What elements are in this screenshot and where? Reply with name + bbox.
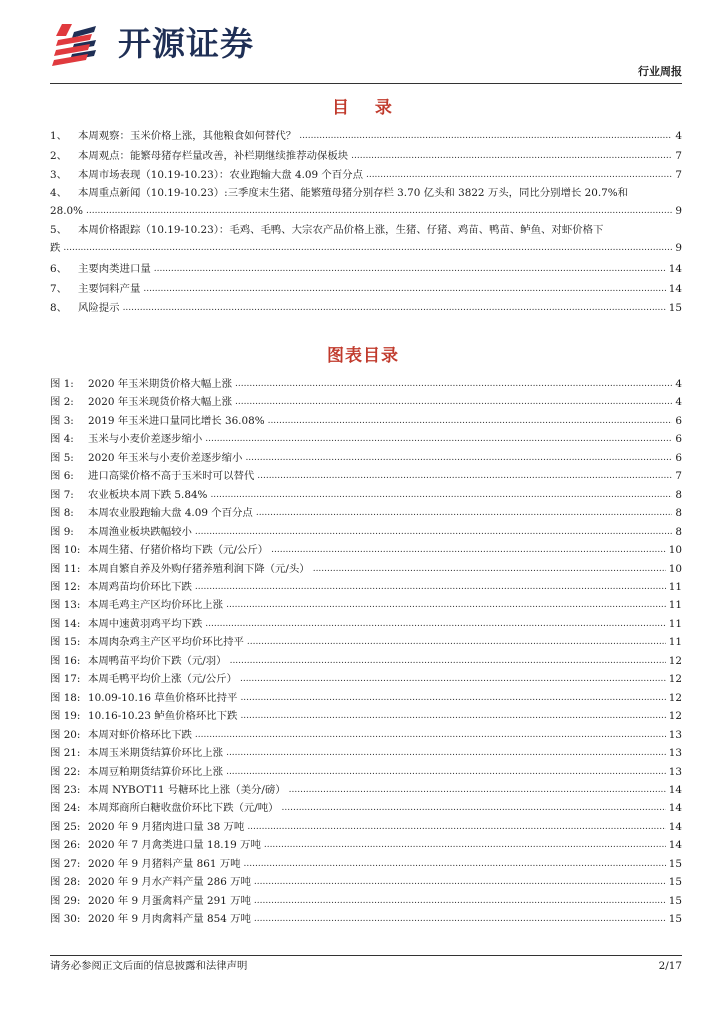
figure-entry-title[interactable]: 进口高粱价格不高于玉米时可以替代 [88, 470, 255, 483]
figure-entry-page[interactable]: 15 [668, 857, 682, 870]
figure-entry[interactable] [50, 728, 682, 742]
figure-entry-page[interactable]: 14 [668, 839, 682, 852]
figure-entry-page[interactable]: 13 [668, 747, 682, 759]
toc-entry-title[interactable]: 本周观察：玉米价格上涨，其他粮食如何替代？ [78, 130, 297, 142]
figure-entry-page[interactable]: 4 [675, 396, 682, 409]
figure-entry-page[interactable]: 13 [668, 728, 682, 741]
figure-entry-page[interactable]: 14 [668, 802, 682, 815]
toc-entry-page[interactable]: 7 [675, 169, 682, 181]
leader-dots [313, 562, 666, 576]
figure-entry-title[interactable]: 2020 年 7 月禽类进口量 18.19 万吨 [88, 839, 261, 852]
figure-entry-page[interactable]: 11 [668, 581, 682, 593]
figure-entry[interactable] [50, 820, 682, 834]
figure-entry-line [50, 543, 682, 557]
toc-entry-number: 7、 [50, 283, 68, 295]
leader-dots [240, 691, 665, 705]
figure-entry-title[interactable]: 本周农业股跑输大盘 4.09 个百分点 [88, 507, 253, 520]
figure-entry-number: 图 12: [50, 581, 81, 593]
toc-entry-number: 2、 [50, 150, 68, 162]
figure-entry-page[interactable]: 13 [668, 765, 682, 778]
leader-dots [226, 765, 666, 779]
toc-entry[interactable] [50, 262, 682, 276]
toc-entry-page[interactable]: 14 [668, 283, 682, 295]
figure-entry-number: 图 28: [50, 876, 81, 889]
leader-dots [254, 875, 666, 889]
toc-entry-line [50, 301, 682, 315]
figure-entry[interactable] [50, 875, 682, 889]
figure-entry[interactable] [50, 562, 682, 576]
figure-entry-line [50, 580, 682, 594]
figure-entry-page[interactable]: 14 [668, 783, 682, 796]
figures-title: 图表目录 [327, 346, 399, 366]
figure-entry[interactable] [50, 488, 682, 502]
figure-entry-page[interactable]: 12 [668, 654, 682, 667]
figure-entry-line [50, 709, 682, 723]
figure-entry-line [50, 506, 682, 520]
leader-dots [244, 857, 666, 871]
figure-entry-number: 图 5: [50, 451, 74, 464]
figure-entry-page[interactable]: 6 [675, 433, 682, 446]
figure-entry-line [50, 414, 682, 428]
figure-entry-title[interactable]: 本周郑商所白糖收盘价环比下跌（元/吨） [88, 802, 279, 815]
figure-entry-line [50, 728, 682, 742]
leader-dots [195, 580, 666, 594]
figure-entry-title[interactable]: 10.09-10.16 草鱼价格环比持平 [88, 691, 238, 704]
figure-entry-line [50, 838, 682, 852]
toc-entry-number: 8、 [50, 302, 68, 314]
figure-entry-line [50, 820, 682, 834]
toc-entry-number: 4、 [50, 187, 68, 199]
header-divider [50, 83, 682, 84]
toc-entry-number: 3、 [50, 169, 68, 181]
figure-entry-page[interactable]: 15 [668, 913, 682, 925]
figure-entry-line [50, 672, 682, 686]
figure-entry[interactable] [50, 377, 682, 391]
leader-dots [256, 506, 673, 520]
figure-entry-title[interactable]: 本周渔业板块跌幅较小 [88, 525, 192, 538]
leader-dots [264, 838, 666, 852]
figure-entry-number: 图 10: [50, 544, 81, 556]
leader-dots [245, 451, 672, 465]
figure-entry-number: 图 3: [50, 414, 74, 427]
toc-entry-line [50, 129, 682, 143]
toc-entry-line [50, 204, 682, 218]
figure-entry[interactable] [50, 432, 682, 446]
figure-entry-number: 图 30: [50, 913, 81, 925]
toc-entry-line [50, 262, 682, 276]
figure-entry-line [50, 451, 682, 465]
toc-entry-line [50, 149, 682, 163]
figure-entry-page[interactable]: 12 [668, 710, 682, 723]
figure-entry-line [50, 801, 682, 815]
leader-dots [235, 395, 672, 409]
figure-entry-page[interactable]: 4 [675, 378, 682, 390]
figure-entry-number: 图 11: [50, 562, 81, 575]
figure-entry-number: 图 4: [50, 433, 74, 446]
figure-entry-line [50, 857, 682, 871]
figure-entry-page[interactable]: 8 [675, 525, 682, 538]
figure-entry-number: 图 24: [50, 802, 81, 815]
figure-entry-line [50, 875, 682, 889]
figure-entry-page[interactable]: 10 [668, 544, 682, 556]
leader-dots [247, 635, 666, 649]
toc-entry-line [50, 282, 682, 296]
toc-entry[interactable] [50, 186, 682, 218]
figure-entry[interactable] [50, 451, 682, 465]
figure-entry-page[interactable]: 6 [675, 451, 682, 464]
figure-entry[interactable] [50, 765, 682, 779]
figure-entry-line [50, 691, 682, 705]
figure-entry-line [50, 894, 682, 908]
toc-entry-number: 5、 [50, 224, 68, 236]
leader-dots [271, 543, 666, 557]
figure-entry-title[interactable]: 2020 年玉米与小麦价差逐步缩小 [88, 451, 243, 464]
figure-entry-title[interactable]: 2020 年 9 月猪料产量 861 万吨 [88, 857, 241, 870]
figure-entry-page[interactable]: 15 [668, 894, 682, 907]
figure-entry-line [50, 525, 682, 539]
figure-entry-number: 图 9: [50, 525, 74, 538]
figure-entry-title[interactable]: 本周生猪、仔猪价格均下跌（元/公斤） [88, 544, 269, 556]
leader-dots [257, 469, 672, 483]
figure-entry[interactable] [50, 598, 682, 612]
leader-dots [230, 654, 666, 668]
figure-entry-number: 图 7: [50, 488, 74, 501]
toc-entry-number: 6、 [50, 263, 68, 275]
toc-entry-title[interactable]: 本周观点：能繁母猪存栏量改善，补栏期继续推荐动保板块 [78, 150, 349, 162]
figure-entry[interactable] [50, 414, 682, 428]
figure-entry-title[interactable]: 玉米与小麦价差逐步缩小 [88, 433, 203, 446]
toc-entry[interactable] [50, 129, 682, 143]
figure-entry-number: 图 23: [50, 783, 81, 796]
toc-entry-page[interactable]: 4 [675, 130, 682, 142]
figure-entry-line [50, 783, 682, 797]
toc-entry-page[interactable]: 9 [675, 205, 682, 217]
figure-entry-number: 图 29: [50, 894, 81, 907]
figure-entry-title[interactable]: 本周玉米期货结算价环比上涨 [88, 747, 224, 759]
figure-entry-title[interactable]: 本周对虾价格环比下跌 [88, 728, 192, 741]
toc-entry-title[interactable]: 主要肉类进口量 [78, 263, 151, 275]
toc-entry[interactable] [50, 282, 682, 296]
leader-dots [143, 282, 665, 296]
toc-entry-title[interactable]: 本周市场表现（10.19-10.23）：农业跑输大盘 4.09 个百分点 [78, 169, 363, 181]
figure-entry-title[interactable]: 2020 年玉米期货价格大幅上涨 [88, 378, 233, 390]
figure-entry-line [50, 765, 682, 779]
figure-entry-page[interactable]: 12 [668, 691, 682, 704]
figure-entry-title[interactable]: 2020 年 9 月水产料产量 286 万吨 [88, 876, 251, 889]
figure-entry-page[interactable]: 10 [668, 562, 682, 575]
figure-entry-line [50, 635, 682, 649]
leader-dots [86, 204, 672, 218]
figure-entry-line [50, 469, 682, 483]
figure-entry[interactable] [50, 580, 682, 594]
report-type: 行业周报 [638, 65, 682, 78]
toc-entry-page[interactable]: 15 [668, 302, 682, 314]
figure-entry[interactable] [50, 857, 682, 871]
leader-dots [195, 525, 672, 539]
figure-entry-number: 图 18: [50, 691, 81, 704]
figure-entry-line [50, 395, 682, 409]
figure-entry-title[interactable]: 2020 年 9 月蛋禽料产量 291 万吨 [88, 894, 251, 907]
figure-entry-line [50, 912, 682, 926]
figure-entry-title[interactable]: 本周毛鸭平均价上涨（元/公斤） [88, 673, 237, 686]
figure-entry-line [50, 562, 682, 576]
figure-entry-page[interactable]: 14 [668, 820, 682, 833]
figure-entry-number: 图 13: [50, 599, 81, 612]
leader-dots [254, 912, 666, 926]
leader-dots [226, 746, 666, 760]
leader-dots [282, 801, 666, 815]
leader-dots [205, 617, 665, 631]
figure-entry-number: 图 1: [50, 378, 74, 390]
figure-entry[interactable] [50, 912, 682, 926]
footer-divider [50, 955, 682, 956]
toc-entry-title[interactable]: 本周重点新闻（10.19-10.23）:三季度末生猪、能繁殖母猪分别存栏 3.70 亿头和 3822 万头，同比分别增长 20.7%和 [78, 187, 629, 199]
figure-entry-page[interactable]: 11 [668, 617, 682, 630]
toc-entry-title[interactable]: 主要饲料产量 [78, 283, 141, 295]
leader-dots [254, 894, 666, 908]
page-number: 2/17 [658, 960, 682, 972]
figure-entry-title[interactable]: 本周鸡苗均价环比下跌 [88, 581, 192, 593]
figure-entry[interactable] [50, 543, 682, 557]
toc-title: 目 录 [332, 98, 402, 118]
leader-dots [235, 377, 672, 391]
footer-disclaimer: 请务必参阅正文后面的信息披露和法律声明 [50, 960, 248, 972]
figure-entry[interactable] [50, 746, 682, 760]
figure-entry-number: 图 22: [50, 765, 81, 778]
figure-entry-title[interactable]: 本周肉杂鸡主产区平均价环比持平 [88, 636, 244, 649]
toc-entry[interactable] [50, 301, 682, 315]
leader-dots [195, 728, 666, 742]
figure-entry-number: 图 26: [50, 839, 81, 852]
figure-entry[interactable] [50, 691, 682, 705]
toc-entry-title[interactable]: 风险提示 [78, 302, 120, 314]
brand-logo-icon [50, 22, 110, 68]
toc-entry-line [50, 186, 682, 200]
figure-entry-number: 图 19: [50, 710, 81, 723]
figure-entry-line [50, 746, 682, 760]
leader-dots [351, 149, 672, 163]
toc-entry-line [50, 241, 682, 255]
figure-entry-page[interactable]: 11 [668, 636, 682, 649]
leader-dots [299, 129, 672, 143]
figure-entry-title[interactable]: 2020 年玉米现货价格大幅上涨 [88, 396, 233, 409]
toc-entry-line [50, 223, 682, 237]
figure-entry-line [50, 432, 682, 446]
figure-entry[interactable] [50, 395, 682, 409]
toc-entry-title[interactable]: 本周价格跟踪（10.19-10.23）：毛鸡、毛鸭、大宗农产品价格上涨，生猪、仔猪、鸡苗、鸭苗、鲈鱼、对虾价格下 [78, 224, 604, 236]
figure-entry[interactable] [50, 672, 682, 686]
figure-entry-number: 图 6: [50, 470, 74, 483]
figure-entry-page[interactable]: 7 [675, 470, 682, 483]
figure-entry-number: 图 15: [50, 636, 81, 649]
toc-entry[interactable] [50, 223, 682, 255]
toc-entry-title-continued[interactable]: 28.0% [50, 205, 84, 217]
toc-entry-page[interactable]: 9 [675, 242, 682, 254]
figure-entry-number: 图 14: [50, 617, 81, 630]
figure-entry-title[interactable]: 本周中速黄羽鸡平均下跌 [88, 617, 203, 630]
leader-dots [289, 783, 666, 797]
toc-entry-page[interactable]: 7 [675, 150, 682, 162]
figure-entry[interactable] [50, 525, 682, 539]
figure-entry-title[interactable]: 2020 年 9 月猪肉进口量 38 万吨 [88, 820, 245, 833]
leader-dots [240, 709, 665, 723]
figure-entry[interactable] [50, 894, 682, 908]
figure-entry-title[interactable]: 2020 年 9 月肉禽料产量 854 万吨 [88, 913, 251, 925]
figure-entry-number: 图 8: [50, 507, 74, 520]
figure-entry[interactable] [50, 506, 682, 520]
toc-entry[interactable] [50, 168, 682, 182]
leader-dots [123, 301, 666, 315]
figure-entry[interactable] [50, 783, 682, 797]
toc-entry-title-continued[interactable]: 跌 [50, 242, 61, 254]
toc-entry-number: 1、 [50, 130, 68, 142]
leader-dots [366, 168, 672, 182]
figure-entry[interactable] [50, 654, 682, 668]
figure-entry-line [50, 654, 682, 668]
figure-entry-title[interactable]: 本周毛鸡主产区均价环比上涨 [88, 599, 224, 612]
figure-entry-number: 图 2: [50, 396, 74, 409]
leader-dots [205, 432, 672, 446]
figure-entry-line [50, 377, 682, 391]
leader-dots [210, 488, 672, 502]
leader-dots [247, 820, 665, 834]
figure-entry-number: 图 25: [50, 820, 81, 833]
figure-entry[interactable] [50, 709, 682, 723]
figure-entry-title[interactable]: 本周鸭苗平均价下跌（元/羽） [88, 654, 227, 667]
figure-entry-number: 图 16: [50, 654, 81, 667]
figure-entry-title[interactable]: 10.16-10.23 鲈鱼价格环比下跌 [88, 710, 238, 723]
figure-entry-line [50, 598, 682, 612]
figure-entry-page[interactable]: 8 [675, 507, 682, 520]
figure-entry-title[interactable]: 本周 NYBOT11 号糖环比上涨（美分/磅） [88, 783, 286, 796]
leader-dots [240, 672, 666, 686]
figure-entry-page[interactable]: 6 [675, 414, 682, 427]
toc-entry[interactable] [50, 149, 682, 163]
figure-entry[interactable] [50, 469, 682, 483]
figure-entry-number: 图 27: [50, 857, 81, 870]
brand-name: 开源证券 [118, 24, 254, 63]
figure-entry-page[interactable]: 12 [668, 673, 682, 686]
figure-entry-title[interactable]: 2019 年玉米进口量同比增长 36.08% [88, 414, 265, 427]
figure-entry-line [50, 488, 682, 502]
figure-entry-number: 图 17: [50, 673, 81, 686]
toc-entry-line [50, 168, 682, 182]
toc-entry-page[interactable]: 14 [668, 263, 682, 275]
leader-dots [226, 598, 666, 612]
figure-entry-title[interactable]: 本周豆粕期货结算价环比上涨 [88, 765, 224, 778]
figure-entry-page[interactable]: 11 [668, 599, 682, 612]
figure-entry-page[interactable]: 8 [675, 488, 682, 501]
figure-entry[interactable] [50, 801, 682, 815]
figure-entry[interactable] [50, 617, 682, 631]
leader-dots [154, 262, 666, 276]
figure-entry-title[interactable]: 农业板块本周下跌 5.84% [88, 488, 208, 501]
figure-entry[interactable] [50, 635, 682, 649]
figure-entry-page[interactable]: 15 [668, 876, 682, 889]
leader-dots [268, 414, 673, 428]
leader-dots [63, 241, 672, 255]
figure-entry[interactable] [50, 838, 682, 852]
figure-entry-number: 图 20: [50, 728, 81, 741]
figure-entry-number: 图 21: [50, 747, 81, 759]
figure-entry-title[interactable]: 本周自繁自养及外购仔猪养殖利润下降（元/头） [88, 562, 310, 575]
figure-entry-line [50, 617, 682, 631]
